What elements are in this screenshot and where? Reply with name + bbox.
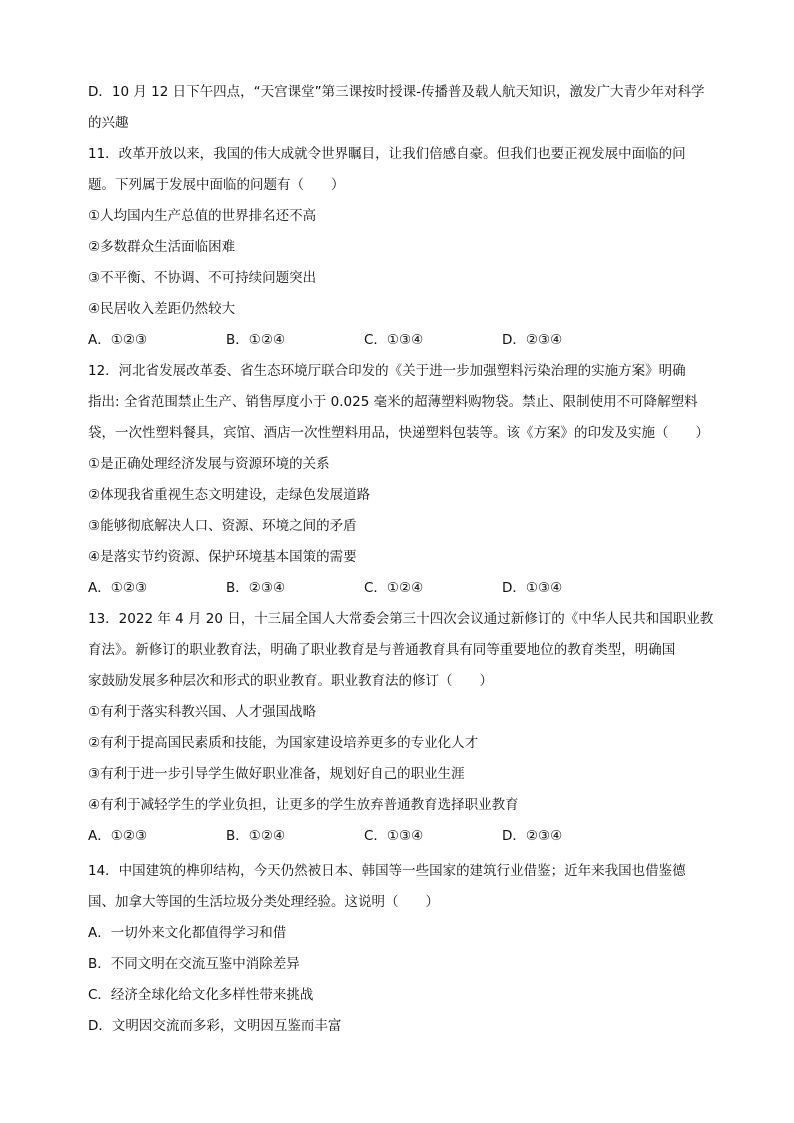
q11-stem-line2: 题。下列属于发展中面临的问题有（ ） bbox=[88, 177, 345, 193]
q12-option-c: C．①②④ bbox=[364, 580, 424, 596]
q11-item-4: ④民居收入差距仍然较大 bbox=[88, 301, 236, 317]
q11-item-3: ③不平衡、不协调、不可持续问题突出 bbox=[88, 270, 317, 286]
q13-item-4: ④有利于减轻学生的学业负担，让更多的学生放弃普通教育选择职业教育 bbox=[88, 797, 519, 813]
q12-option-b: B．②③④ bbox=[226, 580, 286, 596]
q14-choice-d: D．文明因交流而多彩，文明因互鉴而丰富 bbox=[88, 1018, 342, 1034]
q14-stem-line2: 国、加拿大等国的生活垃圾分类处理经验。这说明（ ） bbox=[88, 894, 439, 910]
q12-item-1: ①是正确处理经济发展与资源环境的关系 bbox=[88, 456, 330, 472]
q13-item-2: ②有利于提高国民素质和技能，为国家建设培养更多的专业化人才 bbox=[88, 735, 479, 751]
q10-option-d-line2: 的兴趣 bbox=[88, 115, 129, 131]
q11-item-2: ②多数群众生活面临困难 bbox=[88, 239, 236, 255]
q14-stem-line1: 14．中国建筑的榫卯结构，今天仍然被日本、韩国等一些国家的建筑行业借鉴；近年来我国也借鉴德 bbox=[88, 863, 686, 879]
q12-item-4: ④是落实节约资源、保护环境基本国策的需要 bbox=[88, 549, 357, 565]
q13-option-d: D．②③④ bbox=[502, 828, 563, 844]
q13-option-b: B．①②④ bbox=[226, 828, 286, 844]
q11-stem-line1: 11．改革开放以来，我国的伟大成就令世界瞩目，让我们倍感自豪。但我们也要正视发展中面临的问 bbox=[88, 146, 686, 162]
q13-option-c: C．①③④ bbox=[364, 828, 424, 844]
q11-option-a: A．①②③ bbox=[88, 332, 148, 348]
q12-item-3: ③能够彻底解决人口、资源、环境之间的矛盾 bbox=[88, 518, 357, 534]
q10-option-d-line1: D．10 月 12 日下午四点，“天宫课堂”第三课按时授课-传播普及载人航天知识，激发广大青少年对科学 bbox=[88, 84, 705, 100]
q11-item-1: ①人均国内生产总值的世界排名还不高 bbox=[88, 208, 317, 224]
q11-options bbox=[88, 330, 718, 350]
q12-option-d: D．①③④ bbox=[502, 580, 563, 596]
q14-choice-b: B．不同文明在交流互鉴中消除差异 bbox=[88, 956, 300, 972]
q13-stem-line1: 13．2022 年 4 月 20 日，十三届全国人大常委会第三十四次会议通过新修订的《中华人民共和国职业教 bbox=[88, 611, 714, 627]
q13-stem-line2: 育法》。新修订的职业教育法，明确了职业教育是与普通教育具有同等重要地位的教育类型，明确国 bbox=[88, 642, 676, 658]
q13-item-3: ③有利于进一步引导学生做好职业准备，规划好自己的职业生涯 bbox=[88, 766, 465, 782]
q12-stem-line3: 袋，一次性塑料餐具，宾馆、酒店一次性塑料用品，快递塑料包装等。该《方案》的印发及实施（ ） bbox=[88, 425, 709, 441]
q12-option-a: A．①②③ bbox=[88, 580, 148, 596]
q13-options bbox=[88, 826, 718, 846]
q13-stem-line3: 家鼓励发展多种层次和形式的职业教育。职业教育法的修订（ ） bbox=[88, 673, 493, 689]
q11-option-d: D．②③④ bbox=[502, 332, 563, 348]
q13-option-a: A．①②③ bbox=[88, 828, 148, 844]
q12-options bbox=[88, 578, 718, 598]
q12-stem-line1: 12．河北省发展改革委、省生态环境厅联合印发的《关于进一步加强塑料污染治理的实施方案》明确 bbox=[88, 363, 686, 379]
q12-item-2: ②体现我省重视生态文明建设，走绿色发展道路 bbox=[88, 487, 371, 503]
q11-option-b: B．①②④ bbox=[226, 332, 286, 348]
q11-option-c: C．①③④ bbox=[364, 332, 424, 348]
q14-choice-c: C．经济全球化给文化多样性带来挑战 bbox=[88, 987, 314, 1003]
q14-choice-a: A．一切外来文化都值得学习和借 bbox=[88, 925, 287, 941]
q12-stem-line2: 指出: 全省范围禁止生产、销售厚度小于 0.025 毫米的超薄塑料购物袋。禁止、限制使用不可降解塑料 bbox=[88, 394, 698, 410]
q13-item-1: ①有利于落实科教兴国、人才强国战略 bbox=[88, 704, 317, 720]
